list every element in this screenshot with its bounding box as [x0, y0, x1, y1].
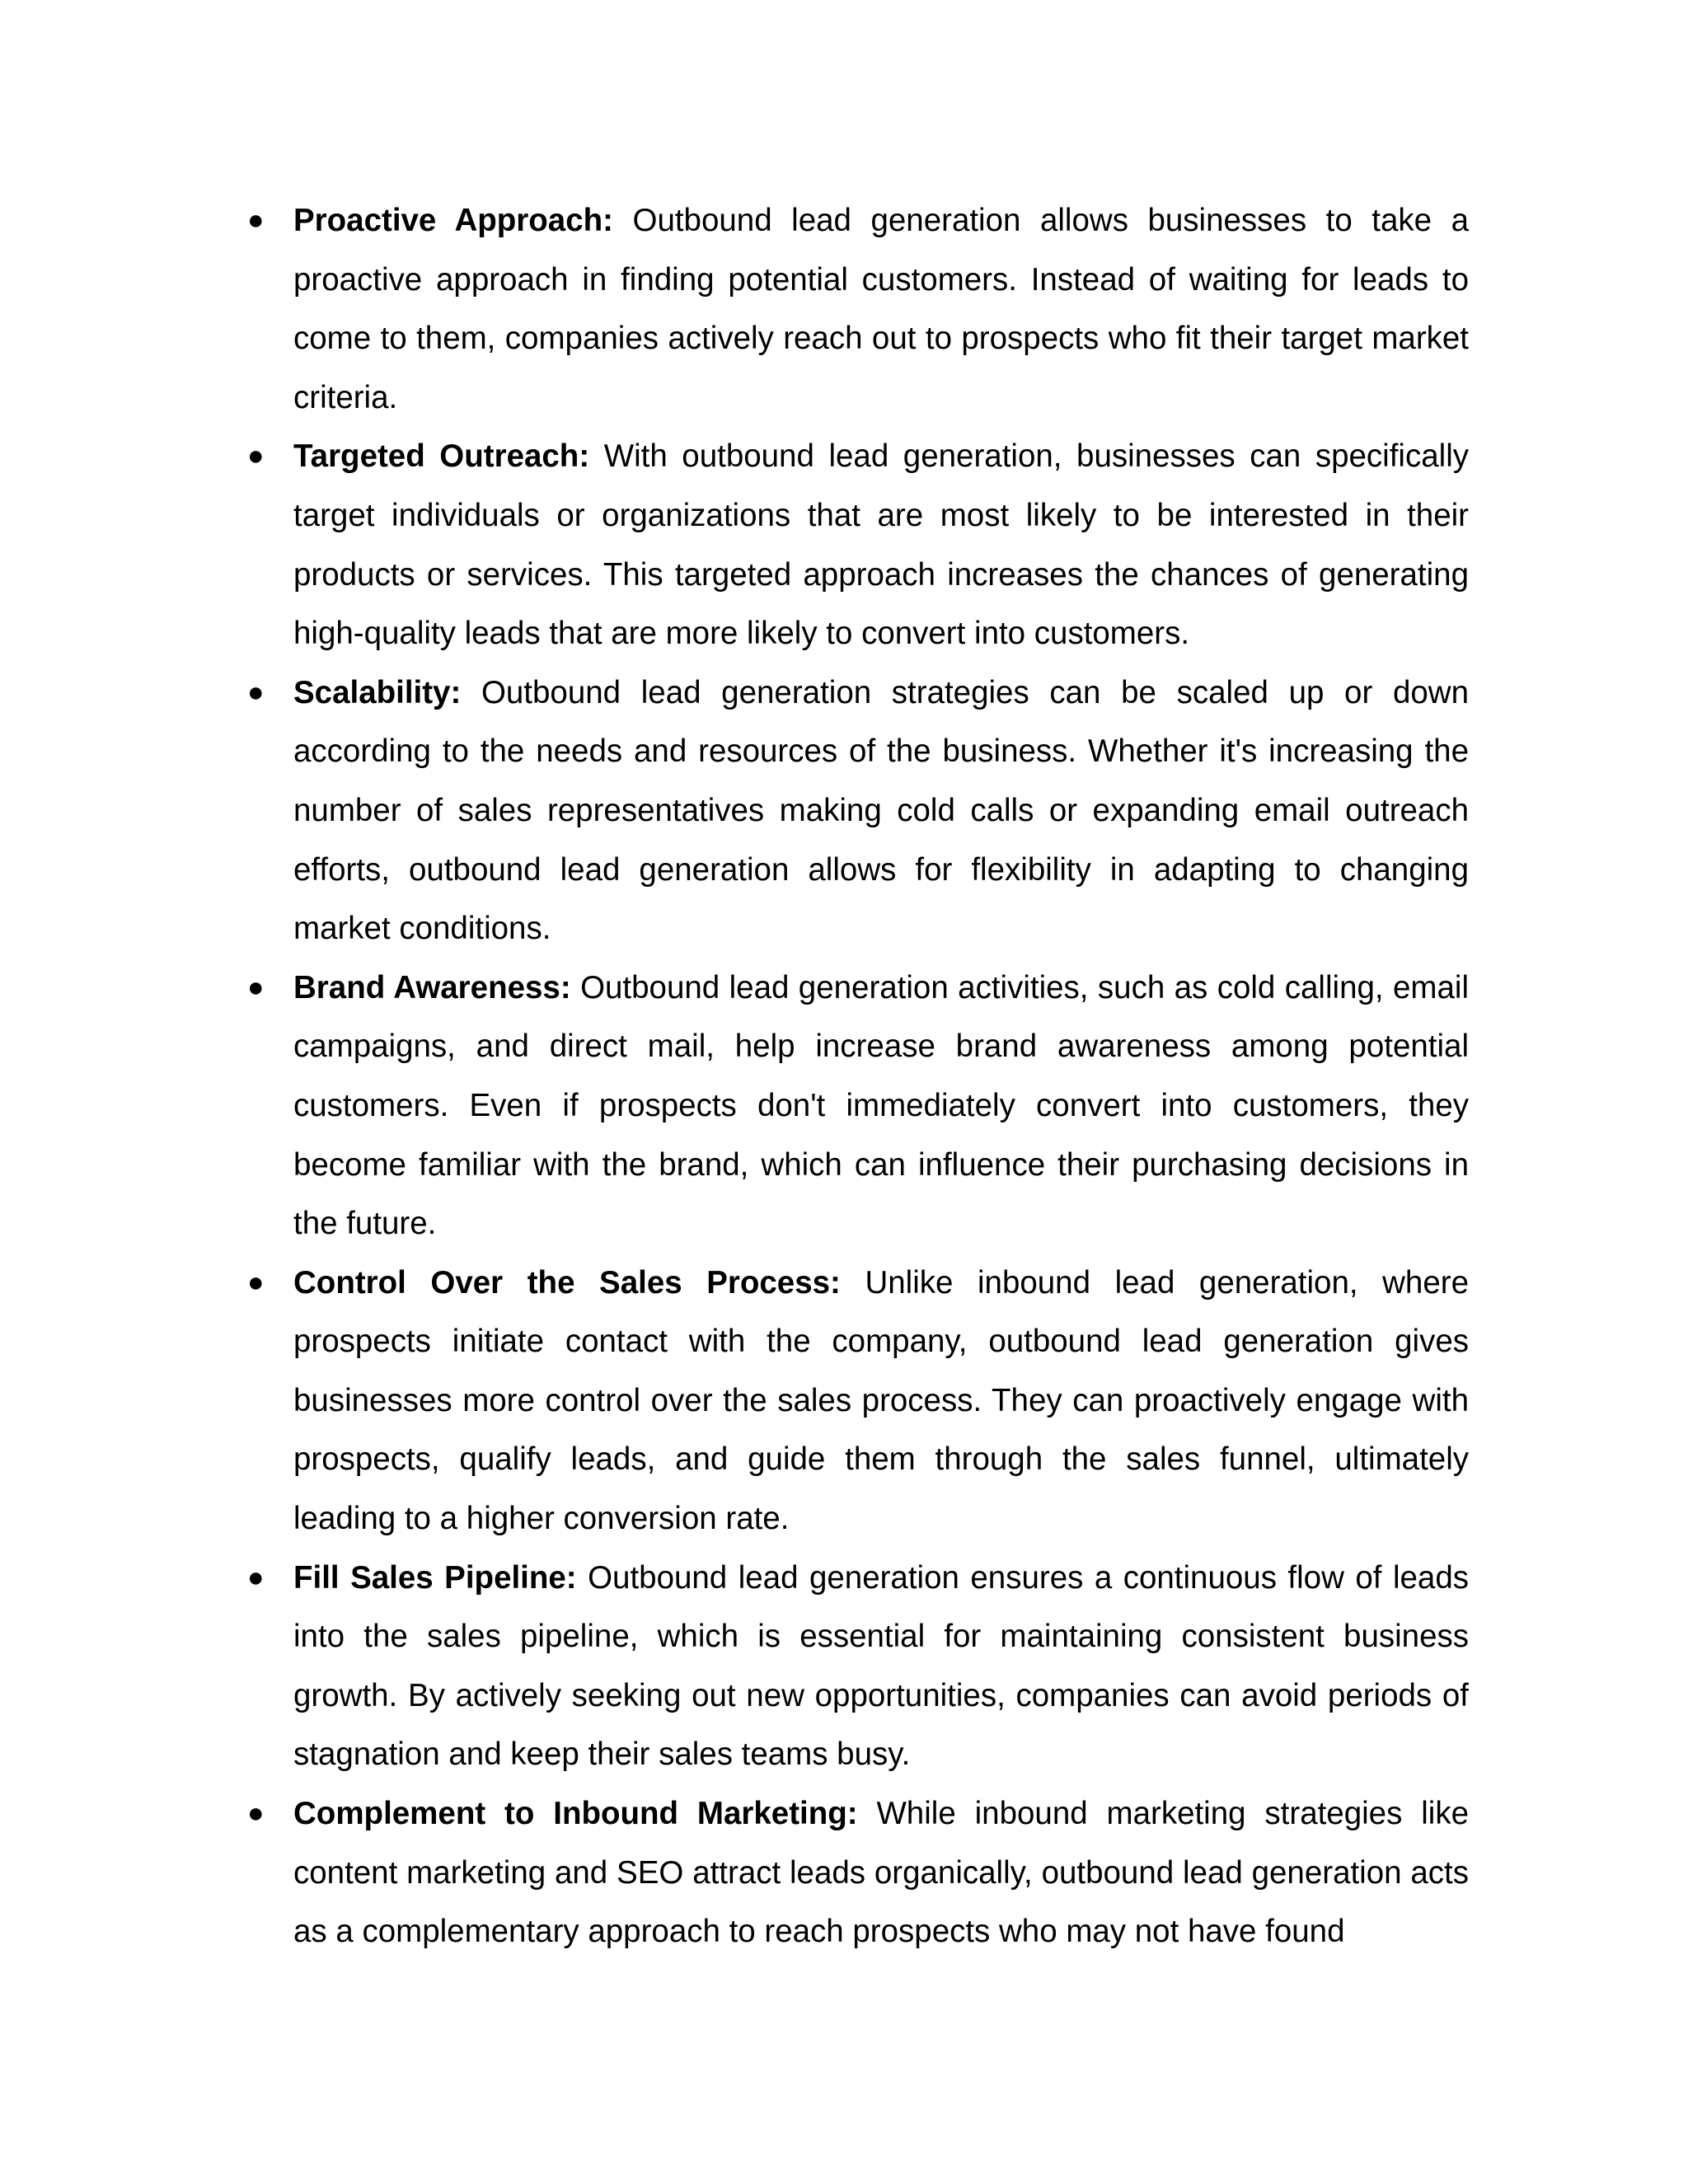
item-text: Outbound lead generation ensures a continuous flow of leads into the sales pipeline, which is essential for maintaining consistent business growth. By actively seeking out new opportunities, companies can avoid periods of stagnation and keep their sales teams busy. [293, 1559, 1469, 1773]
item-text: Outbound lead generation allows businesses to take a proactive approach in finding potential customers. Instead of waiting for leads to come to them, companies actively reach out to prospects who fit their target market criteria. [293, 203, 1469, 415]
bullet-icon: ● [247, 1266, 265, 1298]
item-term: Proactive Approach: [293, 203, 613, 238]
list-item [244, 427, 1469, 663]
list-item [244, 663, 1469, 958]
bullet-icon: ● [247, 971, 265, 1003]
item-term: Control Over the Sales Process: [293, 1264, 841, 1301]
item-text: While inbound marketing strategies like content marketing and SEO attract leads organically, outbound lead generation acts as a complementary approach to reach prospects who may not have found [293, 1796, 1469, 1950]
bullet-icon: ● [247, 676, 265, 708]
list-item [244, 1784, 1469, 1961]
item-term: Scalability: [293, 674, 462, 710]
item-text: Outbound lead generation strategies can be scaled up or down according to the needs and resources of the business. Whether it's increasing the number of sales representatives making cold calls or expanding email outreach efforts, outbound lead generation allows for flexibility in adapting to changing market conditions. [293, 674, 1469, 947]
list-item [244, 1254, 1469, 1549]
bullet-icon: ● [247, 1797, 265, 1830]
item-term: Complement to Inbound Marketing: [293, 1796, 858, 1832]
item-term: Fill Sales Pipeline: [293, 1559, 577, 1596]
list-item [244, 958, 1469, 1254]
bullet-icon: ● [247, 204, 265, 236]
item-text: With outbound lead generation, businesses can specifically target individuals or organizations that are most likely to be interested in their products or services. This targeted approach increases the chances of generating high-quality leads that are more likely to convert into customers. [293, 438, 1470, 652]
bullet-icon: ● [247, 1561, 265, 1593]
item-term: Brand Awareness: [293, 969, 571, 1005]
bullet-icon: ● [247, 440, 265, 472]
item-text: Outbound lead generation activities, such as cold calling, email campaigns, and direct mail, help increase brand awareness among potential customers. Even if prospects don't immediately convert into customers, they become familiar with the brand, which can influence their purchasing decisions in the future. [293, 969, 1470, 1242]
benefits-bullet-list [244, 191, 1469, 1961]
list-item [244, 191, 1469, 427]
item-term: Targeted Outreach: [293, 438, 590, 475]
list-item [244, 1549, 1469, 1784]
item-text: Unlike inbound lead generation, where prospects initiate contact with the company, outbound lead generation gives businesses more control over the sales process. They can proactively engage with prospects, qualify leads, and guide them through the sales funnel, ultimately leading to a higher conversion rate. [293, 1264, 1469, 1537]
